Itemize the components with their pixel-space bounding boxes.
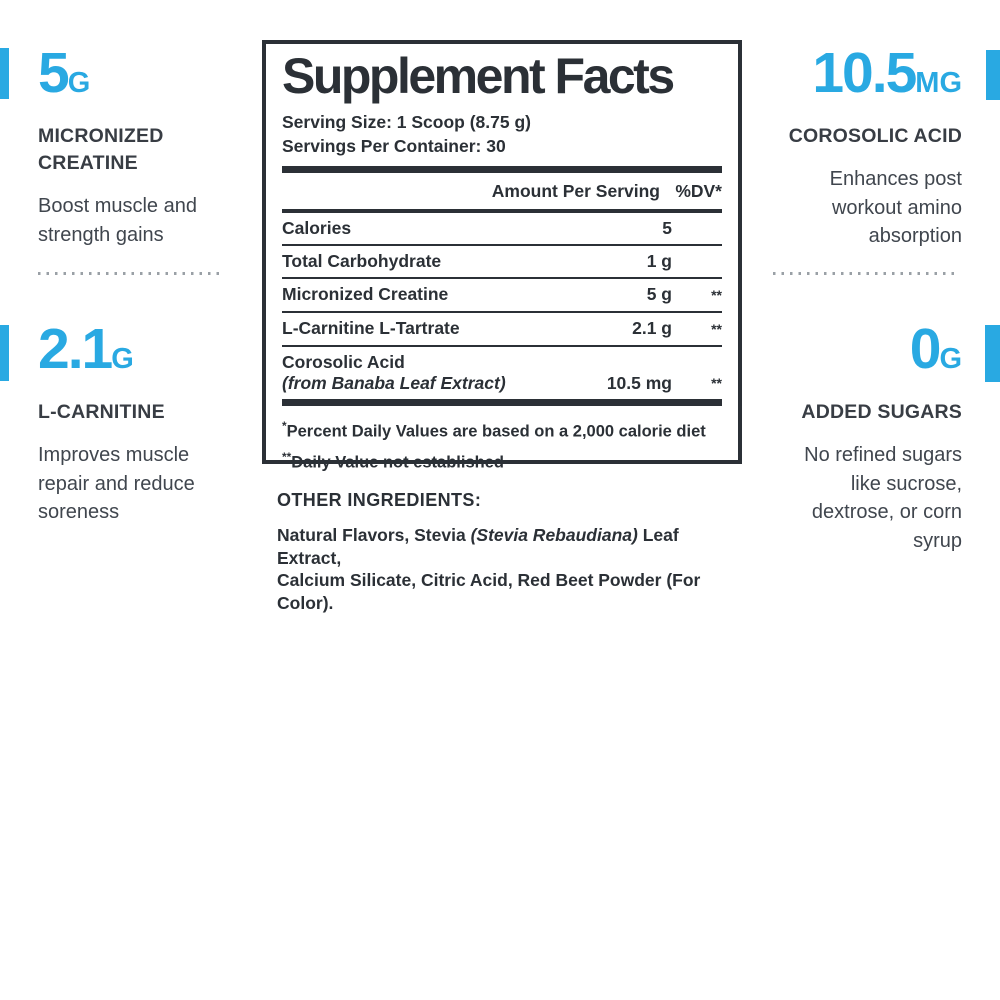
footnote-marker: * <box>282 419 287 433</box>
nutrient-name: Micronized Creatine <box>282 284 449 304</box>
footnote-text: Daily Value not established <box>291 453 504 471</box>
desc-line: No refined sugars <box>804 444 962 466</box>
panel-title: Supplement Facts <box>282 48 673 104</box>
callout-heading <box>760 123 962 150</box>
nutrient-name-main: Corosolic Acid <box>282 352 405 372</box>
nutrient-amount: 5 <box>662 218 672 238</box>
callout-corosolic-acid <box>760 41 962 251</box>
heading-line: CREATINE <box>38 152 138 174</box>
desc-line: strength gains <box>38 223 164 246</box>
ingredients-text: Calcium Silicate, Citric Acid, Red Beet Powder (For Color). <box>277 570 701 613</box>
stat-number: 5 <box>38 41 68 105</box>
other-ingredients-section <box>277 490 742 614</box>
other-ingredients-heading: OTHER INGREDIENTS: <box>277 490 482 510</box>
thick-divider <box>282 166 722 173</box>
dv-header: %DV* <box>675 181 722 201</box>
callout-heading <box>760 399 962 426</box>
accent-bar <box>0 325 9 381</box>
nutrient-amount: 10.5 mg <box>606 373 672 393</box>
heading-line: MICRONIZED <box>38 125 164 147</box>
stat-number: 0 <box>909 317 940 381</box>
footnotes <box>282 414 722 475</box>
stat-number: 2.1 <box>38 317 112 381</box>
desc-line: Improves muscle <box>38 444 190 466</box>
desc-line: like sucrose, <box>850 472 962 495</box>
desc-line: soreness <box>38 501 120 523</box>
stat-number: 10.5 <box>812 41 916 105</box>
callout-heading <box>38 123 240 177</box>
footnote-dv-not-established <box>282 445 722 476</box>
footnote-text: Percent Daily Values are based on a 2,000 calorie diet <box>286 422 706 441</box>
other-ingredients-body <box>277 524 742 614</box>
desc-line: workout amino <box>831 196 962 219</box>
accent-bar <box>986 50 1000 100</box>
table-row <box>282 313 722 347</box>
dotted-divider <box>38 272 225 275</box>
stat-unit: G <box>111 343 134 375</box>
nutrient-name-sub: (from Banaba Leaf Extract) <box>282 373 506 393</box>
nutrient-name: L-Carnitine L-Tartrate <box>282 318 460 338</box>
stat-unit: G <box>939 343 962 375</box>
callout-description <box>38 192 240 249</box>
nutrient-amount: 1 g <box>646 251 672 271</box>
callout-added-sugars <box>760 317 962 555</box>
servings-per-container: Servings Per Container: 30 <box>282 136 506 156</box>
nutrient-dv: ** <box>711 287 722 303</box>
nutrient-name <box>282 352 552 394</box>
stat-value <box>38 41 240 110</box>
nutrient-amount: 2.1 g <box>632 318 672 338</box>
table-row <box>282 213 722 246</box>
serving-size: Serving Size: 1 Scoop (8.75 g) <box>282 112 531 132</box>
ingredients-text: Natural Flavors, Stevia <box>277 525 471 545</box>
callout-description <box>760 441 962 555</box>
footnote-daily-values <box>282 414 722 445</box>
desc-line: repair and reduce <box>38 472 195 495</box>
accent-bar <box>985 325 1000 382</box>
table-row <box>282 246 722 279</box>
callout-l-carnitine <box>38 317 240 527</box>
desc-line: syrup <box>913 529 962 552</box>
ingredients-text: Leaf Extract, <box>277 525 679 568</box>
nutrient-name: Calories <box>282 218 352 238</box>
stat-value <box>760 317 962 386</box>
desc-line: dextrose, or corn <box>811 501 962 523</box>
callout-micronized-creatine <box>38 41 240 249</box>
stat-unit: G <box>67 67 91 99</box>
nutrient-dv: ** <box>711 375 722 391</box>
nutrient-dv: ** <box>711 321 722 337</box>
amount-per-serving-header: Amount Per Serving <box>491 181 660 201</box>
table-row <box>282 347 722 406</box>
callout-description <box>760 165 962 251</box>
callout-description <box>38 441 240 527</box>
footnote-marker: ** <box>282 449 292 464</box>
desc-line: Boost muscle and <box>38 195 197 217</box>
supplement-facts-panel <box>262 40 742 471</box>
stat-value <box>38 317 240 386</box>
accent-bar <box>0 48 9 99</box>
heading-line: COROSOLIC ACID <box>788 125 962 147</box>
nutrient-amount: 5 g <box>646 284 672 304</box>
table-header <box>282 173 722 213</box>
stat-value <box>760 41 962 110</box>
desc-line: absorption <box>868 225 962 247</box>
heading-line: L-CARNITINE <box>38 401 165 423</box>
dotted-divider <box>773 272 960 275</box>
stat-unit: MG <box>915 67 962 99</box>
ingredients-latin-name: (Stevia Rebaudiana) <box>470 525 638 545</box>
table-row <box>282 279 722 313</box>
nutrient-name: Total Carbohydrate <box>282 251 442 271</box>
callout-heading <box>38 399 240 426</box>
desc-line: Enhances post <box>829 168 962 190</box>
heading-line: ADDED SUGARS <box>801 401 962 423</box>
